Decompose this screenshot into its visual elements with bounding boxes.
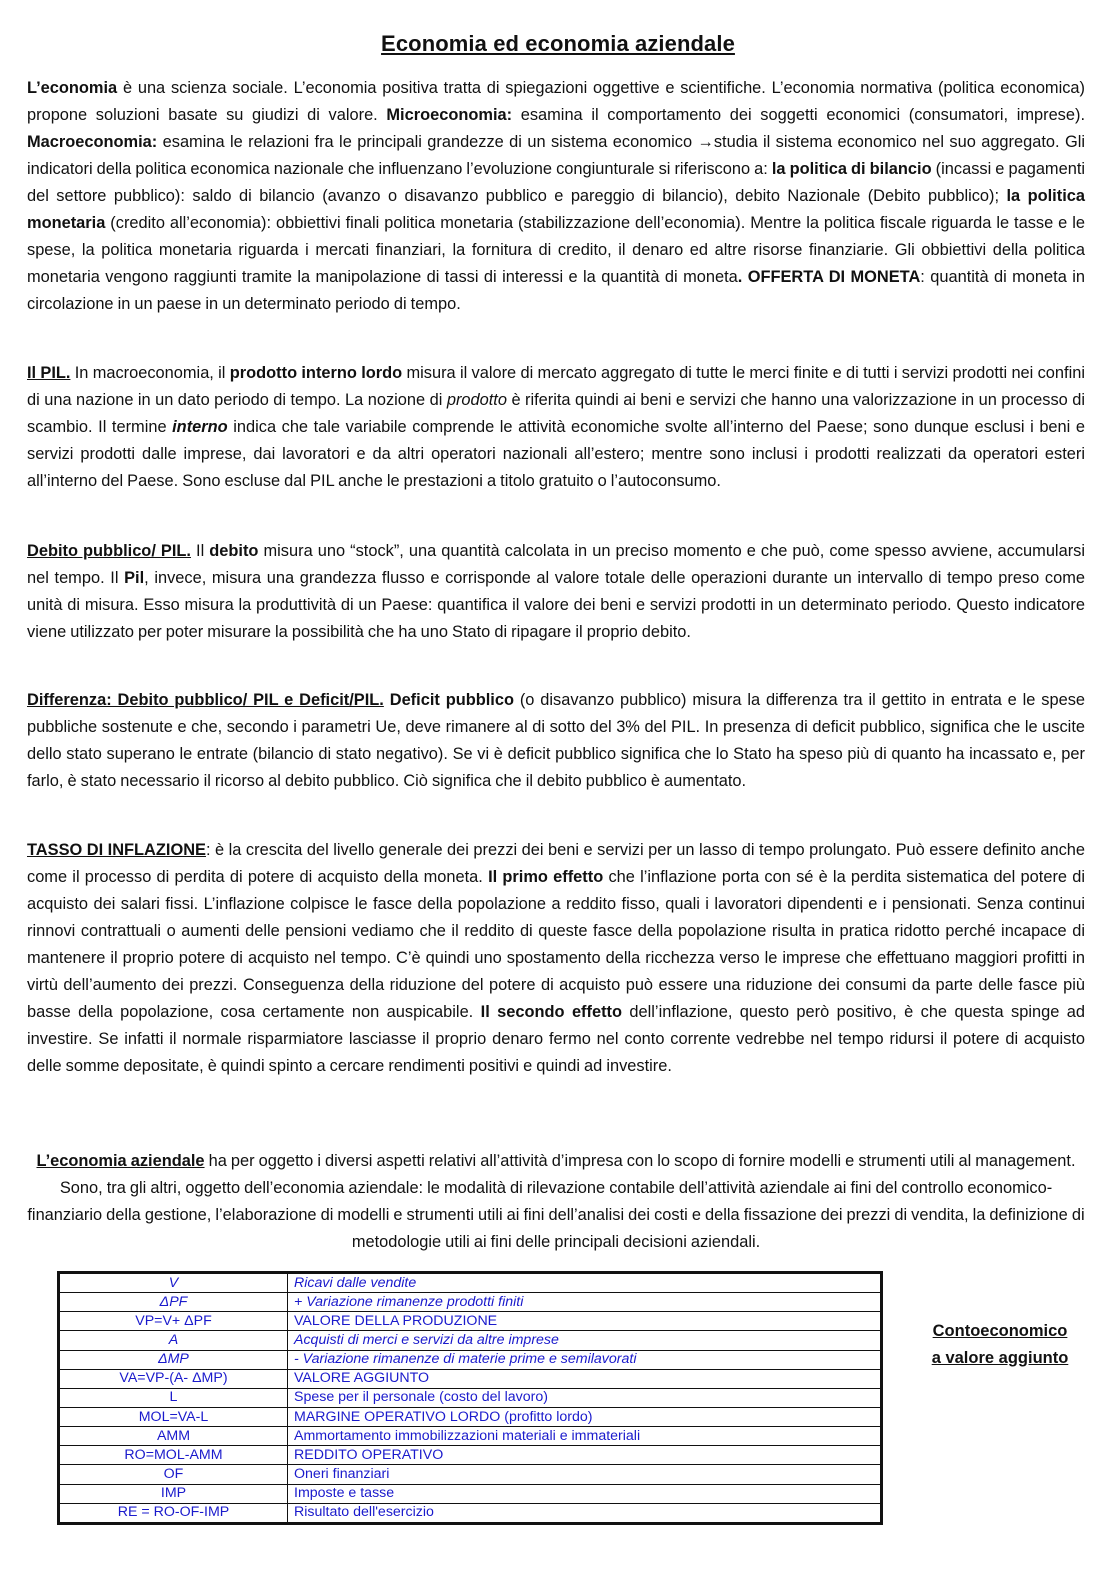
row-description: + Variazione rimanenze prodotti finiti [288,1293,881,1312]
heading-economia-aziendale: L’economia aziendale [36,1152,205,1170]
heading-differenza: Differenza: Debito pubblico/ PIL e Deficit/PIL. [27,691,384,709]
row-description: VALORE DELLA PRODUZIONE [288,1312,881,1331]
table-row [60,1446,881,1465]
term-microeconomia: Microeconomia: [386,106,513,124]
row-description: REDDITO OPERATIVO [288,1446,881,1465]
table-row [60,1350,881,1369]
row-code: AMM [60,1427,288,1446]
heading-debito-pil: Debito pubblico/ PIL. [27,542,191,560]
paragraph-economia-aziendale: L’economia aziendale ha per oggetto i diversi aspetti relativi all’attività d’impresa con lo scopo di fornire modelli e strumenti utili al management. Sono, tra gli altri, oggetto dell’economia aziendale: le modalità di rilevazione contabile dell’attività aziendale ai fini del controllo economico-finanziario della gestione, l’elaborazione di modelli e strumenti utili ai fini dell’analisi dei costi e della fissazione dei prezzi di vendita, la definizione di metodologie utili ai fini delle principali decisioni aziendali. [27,1152,1085,1251]
table-row [60,1427,881,1446]
table-row [60,1407,881,1426]
table-row [60,1369,881,1388]
heading-inflazione: TASSO DI INFLAZIONE [27,841,206,859]
table-row [60,1331,881,1350]
page-title: Economia ed economia aziendale [381,31,735,56]
table-row [60,1293,881,1312]
row-code: ΔPF [60,1293,288,1312]
row-description: Risultato dell'esercizio [288,1503,881,1522]
row-description: - Variazione rimanenze di materie prime e semilavorati [288,1350,881,1369]
paragraph-pil: Il PIL. In macroeconomia, il prodotto interno lordo misura il valore di mercato aggregato di tutte le merci finite e di tutti i servizi prodotti nei confini di una nazione in un dato periodo di tempo. La nozione di prodotto è riferita quindi ai beni e servizi che hanno una valorizzazione in un processo di scambio. Il termine interno indica che tale variabile comprende le attività economiche svolte all’interno del Paese; sono dunque esclusi i beni e servizi prodotti dalle imprese, dai lavoratori e da altri operatori nazionali all’estero; mentre sono inclusi i prodotti realizzati da operatori esteri all’interno del Paese. Sono escluse dal PIL anche le prestazioni a titolo gratuito o l’autoconsumo. [27,364,1085,490]
row-code: OF [60,1465,288,1484]
row-description: Oneri finanziari [288,1465,881,1484]
paragraph-inflazione: TASSO DI INFLAZIONE: è la crescita del livello generale dei prezzi dei beni e servizi per un lasso di tempo prolungato. Può essere definito anche come il processo di perdita di potere di acquisto della moneta. Il primo effetto che l’inflazione porta con sé è la perdita sistematica del potere di acquisto dei salari fissi. L’inflazione colpisce le fasce della popolazione a reddito fisso, quali i lavoratori dipendenti e i pensionati. Senza continui rinnovi contrattuali o aumenti delle pensioni vediamo che il reddito di queste fasce della popolazione risulta in pratica ridotto perché incapace di mantenere il proprio potere di acquisto nel tempo. C’è quindi uno spostamento della ricchezza verso le imprese che effettuano maggiori profitti in virtù dell’aumento dei prezzi. Conseguenza della riduzione del potere di acquisto può essere una riduzione dei consumi da parte delle fasce più basse della popolazione, cosa certamente non auspicabile. Il secondo effetto dell’inflazione, questo però positivo, è che questa spinge ad investire. Se infatti il normale risparmiatore lasciasse il proprio denaro fermo nel conto corrente vedrebbe nel tempo ridursi il potere di acquisto delle somme depositate, è quindi spinto a cercare rendimenti positivi e quindi ad investire. [27,841,1085,1075]
row-description: Ammortamento immobilizzazioni materiali e immateriali [288,1427,881,1446]
row-code: A [60,1331,288,1350]
table-row [60,1465,881,1484]
row-code: IMP [60,1484,288,1503]
table-row [60,1388,881,1407]
paragraph-debito-pil: Debito pubblico/ PIL. Il debito misura uno “stock”, una quantità calcolata in un preciso momento e che può, come spesso avviene, accumularsi nel tempo. Il Pil, invece, misura una grandezza flusso e corrisponde al valore totale delle operazioni durante un intervallo di tempo preso come unità di misura. Esso misura la produttività di un Paese: quantifica il valore dei beni e servizi prodotti in un determinato periodo. Questo indicatore viene utilizzato per poter misurare la possibilità che ha uno Stato di ripagare il proprio debito. [27,542,1085,641]
row-description: Imposte e tasse [288,1484,881,1503]
table-caption: Contoeconomico a valore aggiunto [931,1322,1069,1367]
row-code: V [60,1274,288,1293]
row-code: MOL=VA-L [60,1407,288,1426]
row-code: VA=VP-(A- ΔMP) [60,1369,288,1388]
conto-economico-table [57,1271,883,1525]
row-code: L [60,1388,288,1407]
row-description: Spese per il personale (costo del lavoro) [288,1388,881,1407]
table-row [60,1503,881,1522]
row-code: RE = RO-OF-IMP [60,1503,288,1522]
arrow-icon: → [697,133,714,151]
term-macroeconomia: Macroeconomia: [27,133,158,151]
paragraph-differenza: Differenza: Debito pubblico/ PIL e Deficit/PIL. Deficit pubblico (o disavanzo pubblico) misura la differenza tra il gettito in entrata e le spese pubbliche sostenute e che, secondo i parametri Ue, deve rimanere al di sotto del 3% del PIL. In presenza di deficit pubblico, significa che le uscite dello stato superano le entrate (bilancio di stato negativo). Se vi è deficit pubblico significa che lo Stato ha speso più di quanto ha incassato e, per farlo, è stato necessario il ricorso al debito pubblico. Ciò significa che il debito pubblico è aumentato. [27,691,1086,790]
table-row [60,1484,881,1503]
row-code: ΔMP [60,1350,288,1369]
table-row [60,1312,881,1331]
row-code: VP=V+ ΔPF [60,1312,288,1331]
row-description: Ricavi dalle vendite [288,1274,881,1293]
row-description: MARGINE OPERATIVO LORDO (profitto lordo) [288,1407,881,1426]
row-description: Acquisti di merci e servizi da altre imprese [288,1331,881,1350]
row-description: VALORE AGGIUNTO [288,1369,881,1388]
table-row [60,1274,881,1293]
row-code: RO=MOL-AMM [60,1446,288,1465]
paragraph-economia: L’economia è una scienza sociale. L’economia positiva tratta di spiegazioni oggettive e scientifiche. L’economia normativa (politica economica) propone soluzioni basate su giudizi di valore. Microeconomia: esamina il comportamento dei soggetti economici (consumatori, imprese). Macroeconomia: esamina le relazioni fra le principali grandezze di un sistema economico →studia il sistema economico nel suo aggregato. Gli indicatori della politica economica nazionale che influenzano l’evoluzione congiunturale si riferiscono a: la politica di bilancio (incassi e pagamenti del settore pubblico): saldo di bilancio (avanzo o disavanzo pubblico e pareggio di bilancio), debito Nazionale (Debito pubblico); la politica monetaria (credito all’economia): obbiettivi finali politica monetaria (stabilizzazione dell’economia). Mentre la politica fiscale riguarda le tasse e le spese, la politica monetaria riguarda i mercati finanziari, la fornitura di credito, il denaro ed altre risorse finanziarie. Gli obbiettivi della politica monetaria vengono raggiunti tramite la manipolazione di tassi di interessi e la quantità di moneta. OFFERTA DI MONETA: quantità di moneta in circolazione in un paese in un determinato periodo di tempo. [27,79,1086,313]
heading-pil: Il PIL. [27,364,71,382]
term-economia: L’economia [27,79,118,97]
